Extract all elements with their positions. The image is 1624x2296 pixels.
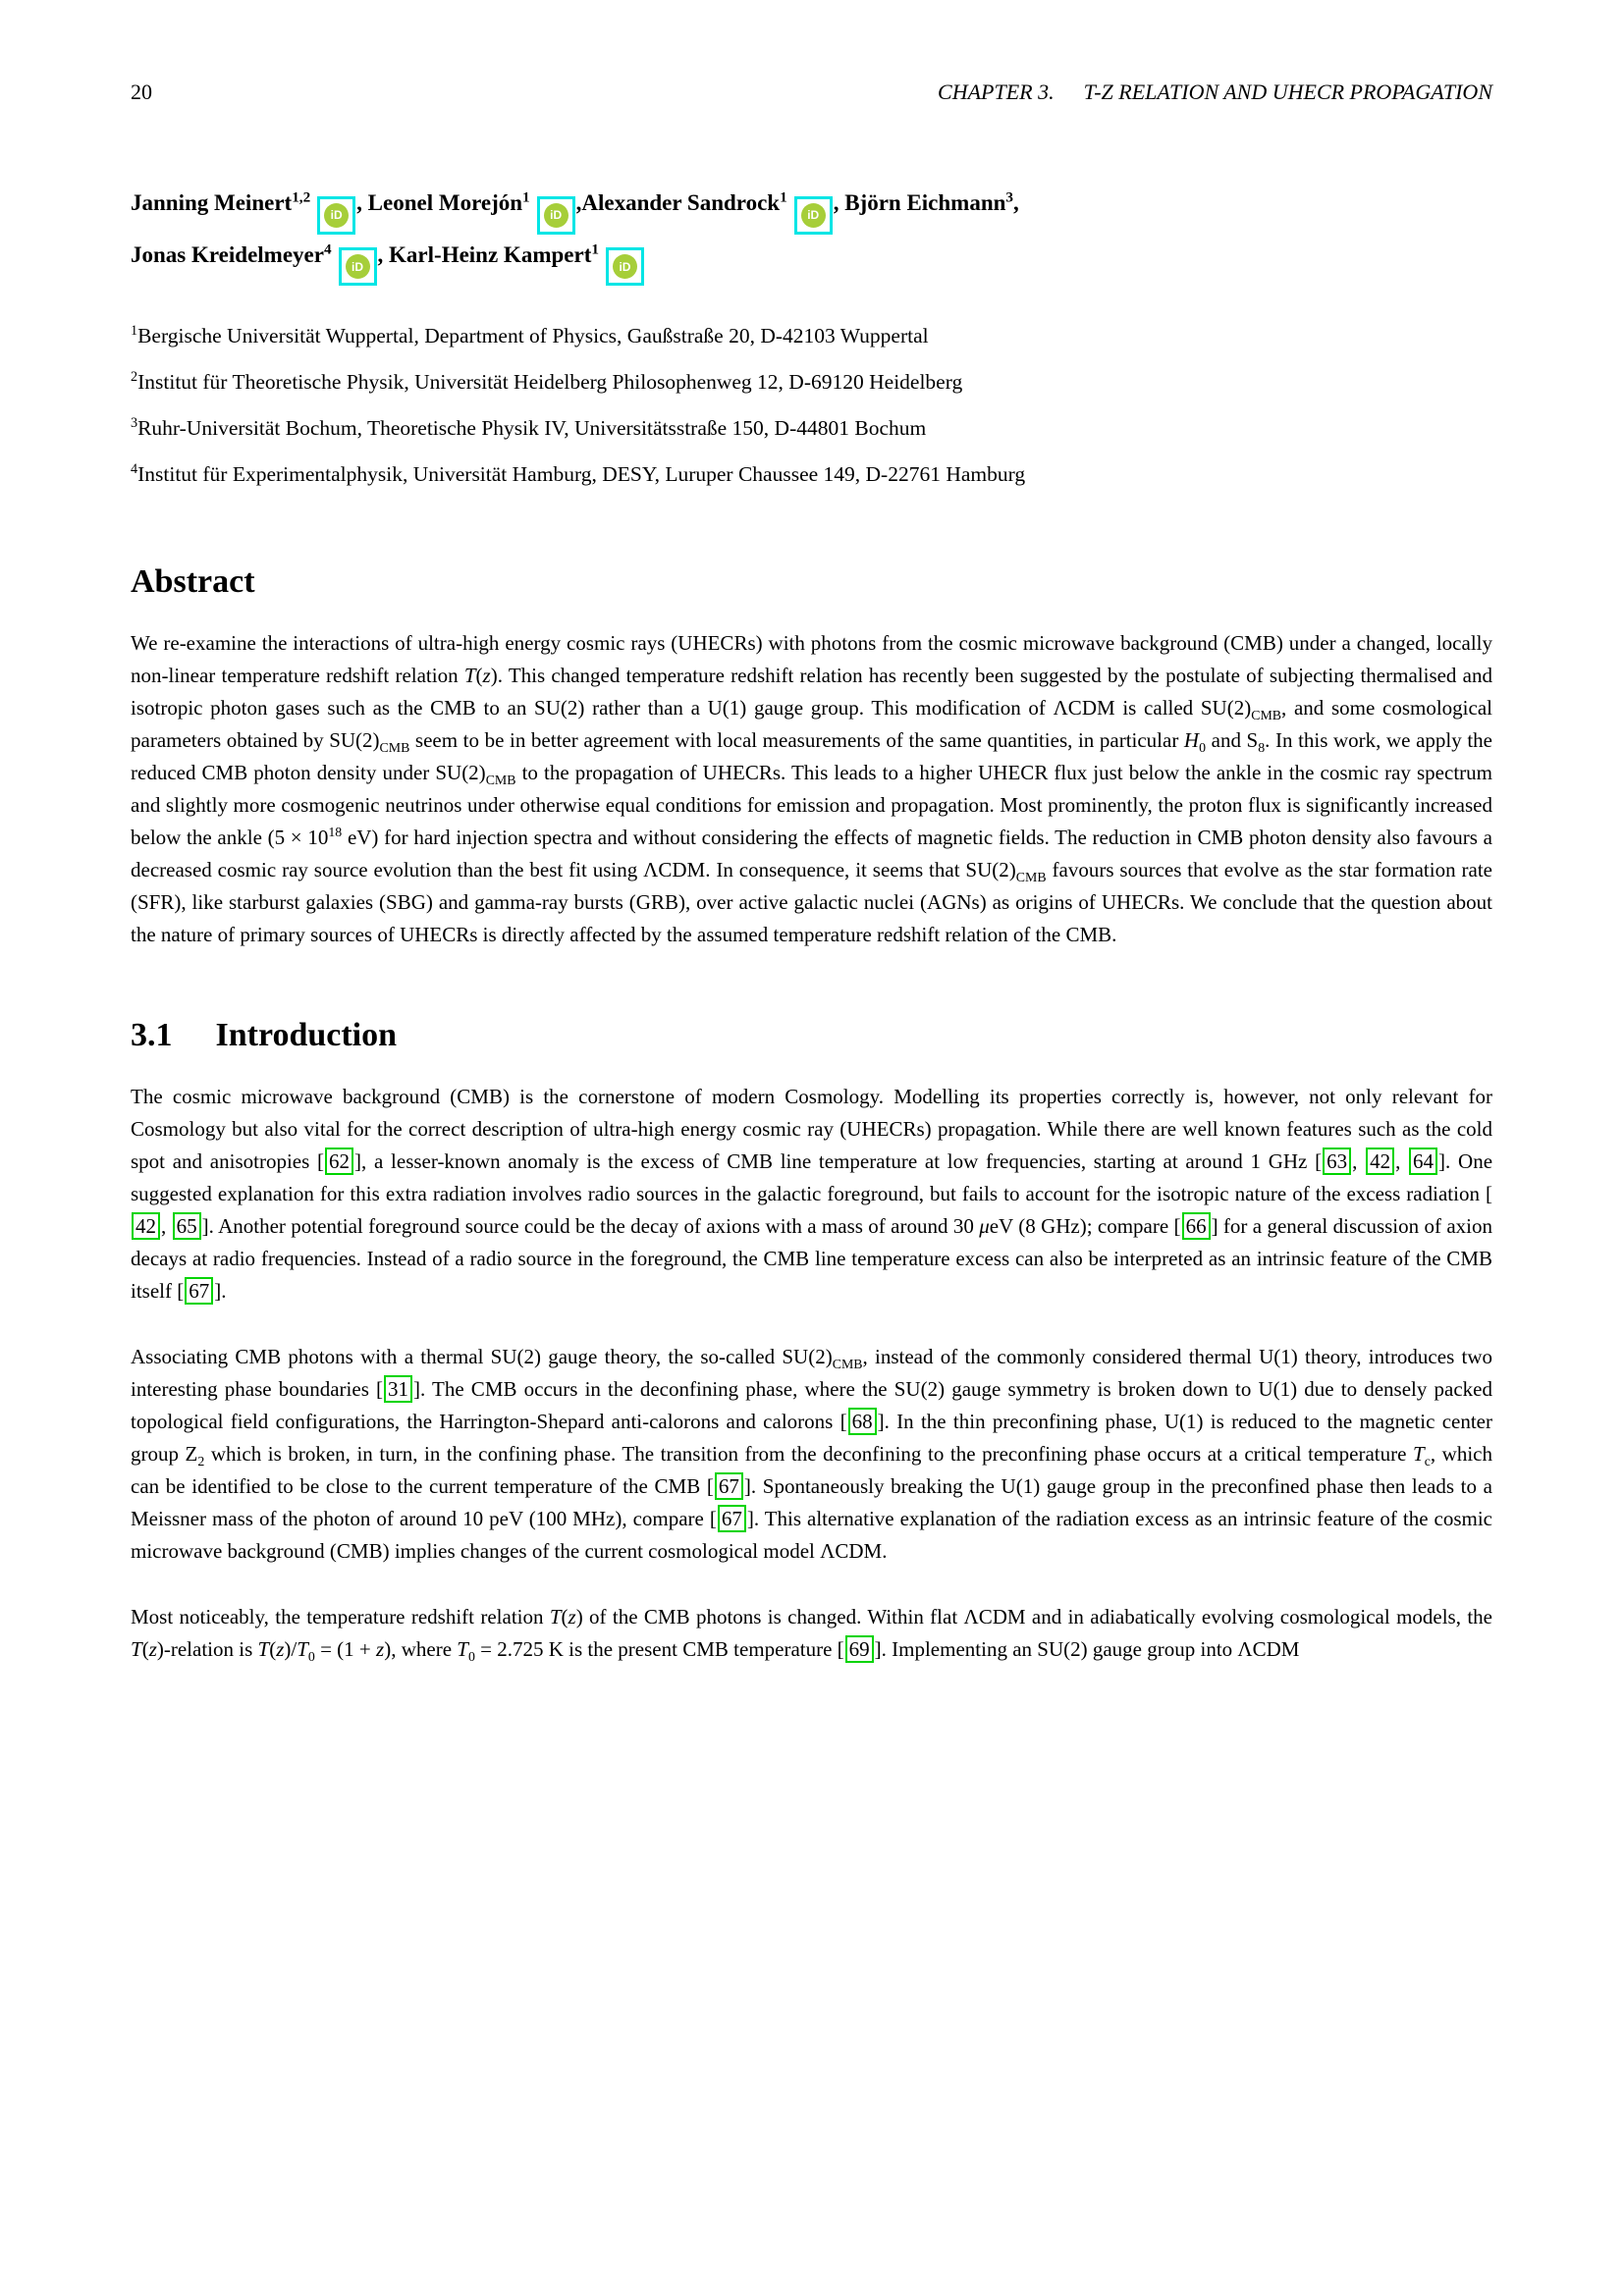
subscript: 0 <box>467 1649 475 1665</box>
orcid-link[interactable] <box>606 247 644 286</box>
superscript: 1 <box>780 188 787 206</box>
superscript: 2 <box>131 368 138 385</box>
author-line-1: Janning Meinert$^{1,2}$ iD , Leonel Morejón$^1$ iD ,Alexander Sandrock$^1$ iD , Björn Eichmann$^3$, <box>131 183 1492 235</box>
subscript: CMB <box>379 740 410 756</box>
subscript: 0 <box>1199 740 1207 756</box>
citation-link-65[interactable]: 65 <box>173 1212 201 1240</box>
section-number: 3.1 <box>131 1017 173 1053</box>
math-text: z <box>482 664 491 687</box>
affiliation-3: $^3$Ruhr-Universität Bochum, Theoretische Physik IV, Universitätsstraße 150, D-44801 Bochum <box>131 414 927 440</box>
citation-link-66[interactable]: 66 <box>1182 1212 1211 1240</box>
math-text: T <box>457 1637 468 1661</box>
subscript: CMB <box>832 1357 863 1372</box>
math-text: z <box>276 1637 285 1661</box>
orcid-link[interactable] <box>339 247 377 286</box>
citation-link-69[interactable]: 69 <box>845 1635 874 1663</box>
citation-link-67[interactable]: 67 <box>715 1472 743 1500</box>
affiliation-1: $^1$Bergische Universität Wuppertal, Department of Physics, Gaußstraße 20, D-42103 Wuppertal <box>131 322 929 347</box>
author-block <box>131 183 1492 286</box>
intro-paragraph-3: Most noticeably, the temperature redshift relation T(z) of the CMB photons is changed. Within flat ΛCDM and in adiabatically evolving cosmological models, the T(z)-relation is $T(z)/T_0 = (1 + z)$, where $T_0 = 2.725$ K is the present CMB temperature [ 69 ]. Implementing an SU(2) gauge group into ΛCDM <box>131 1605 1492 1665</box>
citation-link-42[interactable]: 42 <box>132 1212 160 1240</box>
chapter-title: T-Z RELATION AND UHECR PROPAGATION <box>1083 80 1492 104</box>
orcid-icon: iD <box>613 254 637 279</box>
intro-paragraph-1: The cosmic microwave background (CMB) is the cornerstone of modern Cosmology. Modelling its properties correctly is, however, not only relevant for Cosmology but also vital for the correct description of ultra-high energy cosmic ray (UHECRs) propagation. While there are well known features such as the cold spot and anisotropies [ 62 ], a lesser-known anomaly is the excess of CMB line temperature at low frequencies, starting at around 1 GHz [ 63 , 42 , 64 ]. One suggested explanation for this extra radiation involves radio sources in the galactic foreground, but fails to account for the isotropic nature of the excess radiation [42 , 65 ]. Another potential foreground source could be the decay of axions with a mass of around 30 μeV (8 GHz); compare [ 66 ] for a general discussion of axion decays at radio frequencies. Instead of a radio source in the foreground, the CMB line temperature excess can also be interpreted as an intrinsic feature of the CMB itself [ 67 ]. <box>131 1085 1493 1303</box>
citation-link-67[interactable]: 67 <box>718 1505 746 1532</box>
math-text: z <box>148 1637 157 1661</box>
math-text: T <box>1413 1442 1425 1466</box>
subscript: 8 <box>1258 740 1266 756</box>
section-title: Introduction <box>215 1017 398 1053</box>
orcid-icon: iD <box>346 254 370 279</box>
citation-link-63[interactable]: 63 <box>1323 1148 1351 1175</box>
orcid-link[interactable] <box>794 196 833 235</box>
affiliation-4: $^4$Institut für Experimentalphysik, Universität Hamburg, DESY, Luruper Chaussee 149, D-22761 Hamburg <box>131 460 1026 486</box>
running-header <box>131 79 1492 106</box>
math-text: T <box>257 1637 270 1661</box>
subscript: CMB <box>485 773 516 788</box>
subscript: 2 <box>197 1454 205 1469</box>
orcid-link[interactable] <box>537 196 575 235</box>
orcid-link[interactable] <box>317 196 355 235</box>
orcid-icon: iD <box>324 203 349 228</box>
chapter-label: CHAPTER 3. <box>938 80 1055 104</box>
orcid-icon: iD <box>544 203 568 228</box>
math-text: T <box>463 664 476 687</box>
superscript: 3 <box>1005 188 1014 206</box>
citation-link-42[interactable]: 42 <box>1366 1148 1394 1175</box>
intro-paragraph-2: Associating CMB photons with a thermal SU(2) gauge theory, the so-called $SU(2)_{CMB}$, instead of the commonly considered thermal U(1) theory, introduces two interesting phase boundaries [ 31 ]. The CMB occurs in the deconfining phase, where the SU(2) gauge symmetry is broken down to U(1) due to densely packed topological field configurations, the Harrington-Shepard anti-calorons and calorons [ 68 ]. In the thin preconfining phase, U(1) is reduced to the magnetic center group $Z_2$ which is broken, in turn, in the confining phase. The transition from the deconfining to the preconfining phase occurs at a critical temperature $T_c$, which can be identified to be close to the current temperature of the CMB [ 67 ]. Spontaneously breaking the U(1) gauge group in the preconfined phase then leads to a Meissner mass of the photon of around 10 peV (100 MHz), compare [ 67 ]. This alternative explanation of the radiation excess as an intrinsic feature of the cosmic microwave background (CMB) implies changes of the current cosmological model ΛCDM. <box>131 1345 1492 1563</box>
citation-link-31[interactable]: 31 <box>384 1375 412 1403</box>
citation-link-67[interactable]: 67 <box>185 1277 213 1305</box>
math-text: z <box>568 1605 576 1629</box>
math-text: μ <box>979 1214 990 1238</box>
chapter-header <box>938 79 1492 106</box>
math-text: z <box>376 1637 385 1661</box>
section-heading-introduction <box>131 1016 1492 1055</box>
superscript: 4 <box>323 240 332 257</box>
citation-link-62[interactable]: 62 <box>325 1148 353 1175</box>
superscript: 3 <box>131 414 138 431</box>
subscript: CMB <box>1015 870 1047 885</box>
superscript: 1,2 <box>292 188 311 206</box>
subscript: 0 <box>307 1649 315 1665</box>
superscript: 4 <box>131 460 138 477</box>
superscript: 18 <box>328 825 343 839</box>
citation-link-68[interactable]: 68 <box>848 1408 877 1435</box>
abstract-paragraph: We re-examine the interactions of ultra-high energy cosmic rays (UHECRs) with photons from the cosmic microwave background (CMB) under a changed, locally non-linear temperature redshift relation T(z). This changed temperature redshift relation has recently been suggested by the postulate of subjecting thermalised and isotropic photon gases such as the CMB to an SU(2) rather than a U(1) gauge group. This modification of ΛCDM is called $SU(2)_{CMB}$, and some cosmological parameters obtained by $SU(2)_{CMB}$ seem to be in better agreement with local measurements of the same quantities, in particular $H_0$ and $S_8$. In this work, we apply the reduced CMB photon density under $SU(2)_{CMB}$ to the propagation of UHECRs. This leads to a higher UHECR flux just below the ankle in the cosmic ray spectrum and slightly more cosmogenic neutrinos under otherwise equal conditions for emission and propagation. Most prominently, the proton flux is significantly increased below the ankle ($5 \times 10^{18}$ eV) for hard injection spectra and without considering the effects of magnetic fields. The reduction in CMB photon density also favours a decreased cosmic ray source evolution than the best fit using ΛCDM. In consequence, it seems that $SU(2)_{CMB}$ favours sources that evolve as the star formation rate (SFR), like starburst galaxies (SBG) and gamma-ray bursts (GRB), over active galactic nuclei (AGNs) as origins of UHECRs. We conclude that the question about the nature of primary sources of UHECRs is directly affected by the assumed temperature redshift relation of the CMB. <box>131 631 1493 946</box>
affiliation-2: $^2$Institut für Theoretische Physik, Universität Heidelberg Philosophenweg 12, D-69120 Heidelberg <box>131 368 963 394</box>
superscript: 1 <box>591 240 599 257</box>
math-text: T <box>297 1637 308 1661</box>
page-number: 20 <box>131 80 152 104</box>
citation-link-64[interactable]: 64 <box>1409 1148 1437 1175</box>
author-line-2: Jonas Kreidelmeyer$^4$ iD , Karl-Heinz Kampert$^1$ iD <box>131 235 1492 287</box>
math-text: T <box>131 1637 142 1661</box>
math-text: T <box>549 1605 562 1629</box>
superscript: 1 <box>131 322 138 339</box>
superscript: 1 <box>522 188 530 206</box>
affiliations <box>131 313 1492 498</box>
subscript: CMB <box>1251 708 1282 723</box>
orcid-icon: iD <box>801 203 826 228</box>
math-text: H <box>1183 728 1200 752</box>
subscript: c <box>1424 1454 1431 1469</box>
abstract-heading: Abstract <box>131 563 255 600</box>
